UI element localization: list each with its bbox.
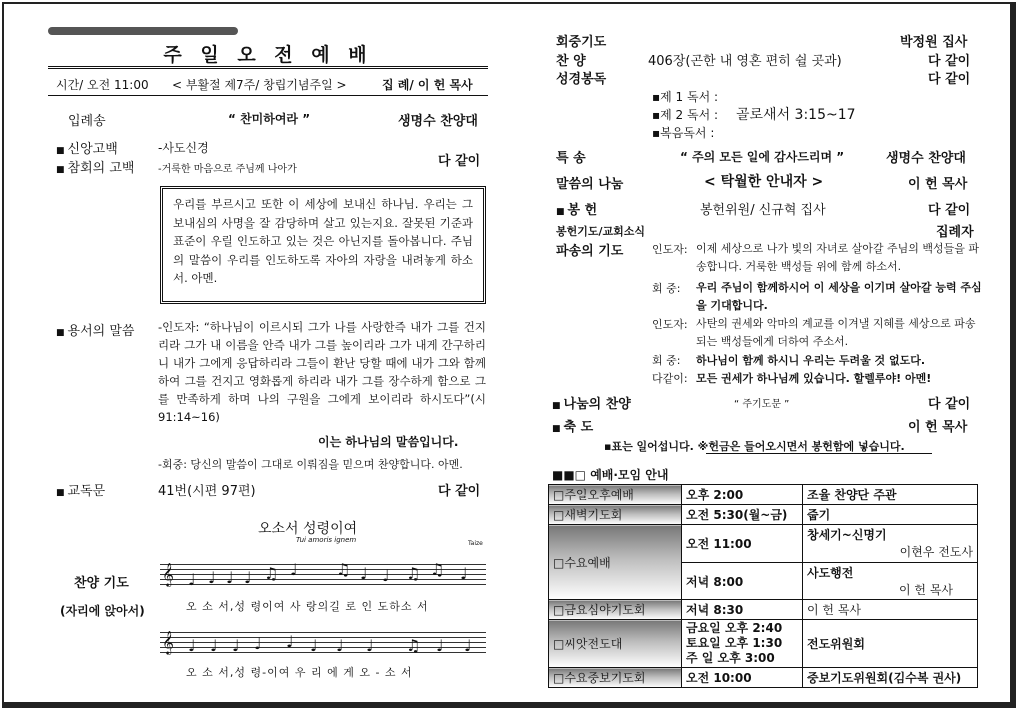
responsive-by: 다 같이 (438, 484, 481, 499)
special-by: 생명수 찬양대 (886, 151, 966, 166)
schedule-place: 사도행전 (807, 566, 854, 580)
sending-who-5: 다같이: (652, 372, 688, 385)
absolution-label: ■ 용서의 말씀 (56, 320, 134, 339)
sermon-label: 말씀의 나눔 (556, 177, 624, 192)
offering-middle: 봉헌위원/ 신규혁 집사 (700, 203, 826, 218)
hymn-prayer-sub: (자리에 앉아서) (60, 604, 145, 618)
schedule-time: 오전 11:00 (682, 525, 803, 563)
schedule-place: 전도위원회 (803, 620, 978, 668)
reading-by: 다 같이 (928, 72, 971, 87)
reading-label: 성경봉독 (556, 72, 607, 87)
entrance-title: “ 찬미하여라 ” (228, 112, 311, 126)
absolution-response: -회중: 당신의 말씀이 그대로 이뤄짐을 믿으며 찬양합니다. 아멘. (158, 458, 463, 471)
table-row (549, 525, 978, 563)
service-week: < 부활절 제7주/ 창립기념주일 > (172, 78, 347, 92)
sending-text-2: 우리 주님이 함께하시어 이 세상을 이기며 살아갈 능력 주심을 기대합니다. (696, 281, 982, 312)
schedule-place-person: 이 헌 목사 (899, 583, 953, 597)
schedule-time: 저녁 8:00 (682, 563, 803, 600)
schedule-time: 오전 10:00 (682, 668, 803, 688)
schedule-name: □주일오후예배 (549, 485, 682, 505)
blessing-label: ■ 축 도 (552, 416, 593, 435)
schedule-table (548, 484, 978, 688)
schedule-name: □수요중보기도회 (549, 668, 682, 688)
creed-text: -사도신경 (158, 141, 209, 155)
schedule-place: 중보기도위원회(김수복 권사) (803, 668, 978, 688)
score-lyric-1: 오 소 서,성 령이여 사 랑의길 로 인 도하소 서 (186, 600, 429, 613)
share-hymn-title: “ 주기도문 ” (734, 399, 790, 410)
hymn-text: 406장(곤한 내 영혼 편히 쉴 곳과) (648, 54, 842, 69)
table-row (549, 485, 978, 505)
schedule-place: 창세기~신명기 (807, 528, 887, 542)
schedule-time-line: 주 일 오후 3:00 (686, 651, 775, 665)
score-subtitle: Tui amoris ignem (296, 536, 357, 544)
absolution-text: -인도자: “하나님이 이르시되 그가 나를 사랑한즉 내가 그를 건지리라 그가 내 이름을 안즉 내가 그를 높이리라 그가 내게 간구하리니 내가 그에게 응답하리라 그들이 환난 당할 때에 내가 그와 함께 하여 그를 건지고 영화롭게 하리라 내가 그를 장수하게 함으로 그를 만족하게 하며 나의 구원을 그에게 보이리라 하시도다”(시 91:14~16) (158, 320, 486, 424)
schedule-name: □금요심야기도회 (549, 600, 682, 620)
confession-text: -거룩한 마음으로 주님께 나아가 (158, 164, 297, 175)
schedule-time-line: 금요일 오후 2:40 (686, 621, 783, 635)
special-label: 특 송 (556, 151, 586, 166)
table-row (549, 620, 978, 668)
schedule-name: □수요예배 (549, 525, 682, 600)
hymn-by: 다 같이 (928, 54, 971, 69)
schedule-time: 저녁 8:30 (682, 600, 803, 620)
notice-underline (706, 453, 932, 454)
schedule-place: 이 헌 목사 (803, 600, 978, 620)
schedule-time: 오전 5:30(월~금) (682, 505, 803, 525)
entrance-by: 생명수 찬양대 (398, 114, 478, 129)
confession-prayer-box: 우리를 부르시고 또한 이 세상에 보내신 하나님. 우리는 그 보내심의 사명을 잘 감당하며 살고 있는지요. 잘못된 기준과 표준이 우릴 인도하고 있는 것은 아닌지를 돌아봅니다. 주님의 말씀이 우리를 인도하도록 자아의 자랑을 내려놓게 하소서. 아멘. (160, 186, 486, 304)
special-title: “ 주의 모든 일에 감사드리며 ” (680, 150, 845, 164)
sending-label: 파송의 기도 (556, 244, 624, 259)
prayer-label: 회중기도 (556, 35, 607, 50)
share-hymn-label: ■ 나눔의 찬양 (552, 393, 631, 412)
header-rule (48, 95, 488, 96)
schedule-time-line: 토요일 오후 1:30 (686, 636, 783, 650)
score-composer: Taize (468, 540, 483, 547)
share-hymn-by: 다 같이 (928, 397, 971, 412)
creed-label: ■ 신앙고백 (56, 138, 118, 157)
reading-1: ▪제 1 독서 : (652, 90, 719, 104)
notice-text: ▪표는 일어섭니다. ※헌금은 들어오시면서 봉헌함에 넣습니다. (604, 440, 905, 453)
sermon-title: < 탁월한 안내자 > (704, 174, 824, 190)
sending-text-3: 사탄의 권세와 악마의 계교를 이겨낼 지혜를 세상으로 파송되는 백성들에게 더하여 주소서. (696, 317, 976, 348)
sending-text-4: 하나님이 함께 하시니 우리는 두려울 것 없도다. (696, 354, 926, 367)
staff-line-2: 𝄞 ♩ ♩ ♩ ♩ ♩ ♩ ♩ ♩ ♫ ♩ ♩ (160, 632, 486, 658)
reading-3: ▪복음독서 : (652, 126, 715, 140)
offering-prayer-by: 집례자 (936, 225, 974, 240)
hymn-label: 찬 양 (556, 54, 586, 69)
blessing-by: 이 헌 목사 (908, 420, 968, 435)
sending-text-5: 모든 권세가 하나님께 있습니다. 할렐루야! 아멘! (696, 372, 932, 385)
offering-by: 다 같이 (928, 203, 971, 218)
confession-by: 다 같이 (438, 154, 481, 169)
decorative-bar (48, 27, 238, 35)
service-leader: 집 례/ 이 헌 목사 (382, 78, 473, 92)
table-row (549, 505, 978, 525)
offering-label: ■ 봉 헌 (556, 199, 597, 218)
confession-label: ■ 참회의 고백 (56, 157, 134, 176)
service-title: 주 일 오 전 예 배 (163, 44, 373, 66)
sending-who-4: 회 중: (652, 354, 681, 367)
responsive-text: 41번(시편 97편) (158, 484, 256, 499)
sending-who-1: 인도자: (652, 243, 688, 256)
table-row (549, 600, 978, 620)
score-title: 오소서 성령이여 (258, 521, 358, 537)
staff-line-1: 𝄞 ♩ ♩ ♩ ♩ ♫ ♩ ♫ ♩ ♩ ♫ ♫ ♩ (160, 564, 486, 590)
schedule-place-person: 이현우 전도사 (899, 545, 973, 559)
absolution-closing: 이는 하나님의 말씀입니다. (318, 435, 459, 449)
schedule-time: 오후 2:00 (682, 485, 803, 505)
score-lyric-2: 오 소 서,성 령-이여 우 리 에 게 오 - 소 서 (186, 666, 413, 679)
schedule-place: 줍기 (803, 505, 978, 525)
sending-who-2: 회 중: (652, 282, 681, 295)
responsive-label: ■ 교독문 (56, 480, 105, 499)
reading-2: ▪제 2 독서 : (652, 108, 719, 122)
schedule-title: ■■□ 예배·모임 안내 (552, 468, 669, 482)
schedule-place: 조율 찬양단 주관 (803, 485, 978, 505)
table-row (549, 668, 978, 688)
schedule-name: □씨앗전도대 (549, 620, 682, 668)
reading-2-text: 골로새서 3:15~17 (736, 107, 856, 123)
title-rule (48, 66, 488, 69)
entrance-label: 입례송 (68, 114, 106, 129)
prayer-by: 박정원 집사 (900, 35, 968, 50)
sermon-by: 이 헌 목사 (908, 177, 968, 192)
schedule-name: □새벽기도회 (549, 505, 682, 525)
offering-prayer-label: 봉헌기도/교회소식 (556, 225, 646, 238)
sending-who-3: 인도자: (652, 318, 688, 331)
service-time: 시간/ 오전 11:00 (56, 78, 149, 92)
hymn-prayer-label: 찬양 기도 (74, 576, 129, 591)
sending-text-1: 이제 세상으로 나가 빛의 자녀로 살아갈 주님의 백성들을 파송합니다. 거룩한 백성들 위에 함께 하소서. (696, 242, 979, 273)
